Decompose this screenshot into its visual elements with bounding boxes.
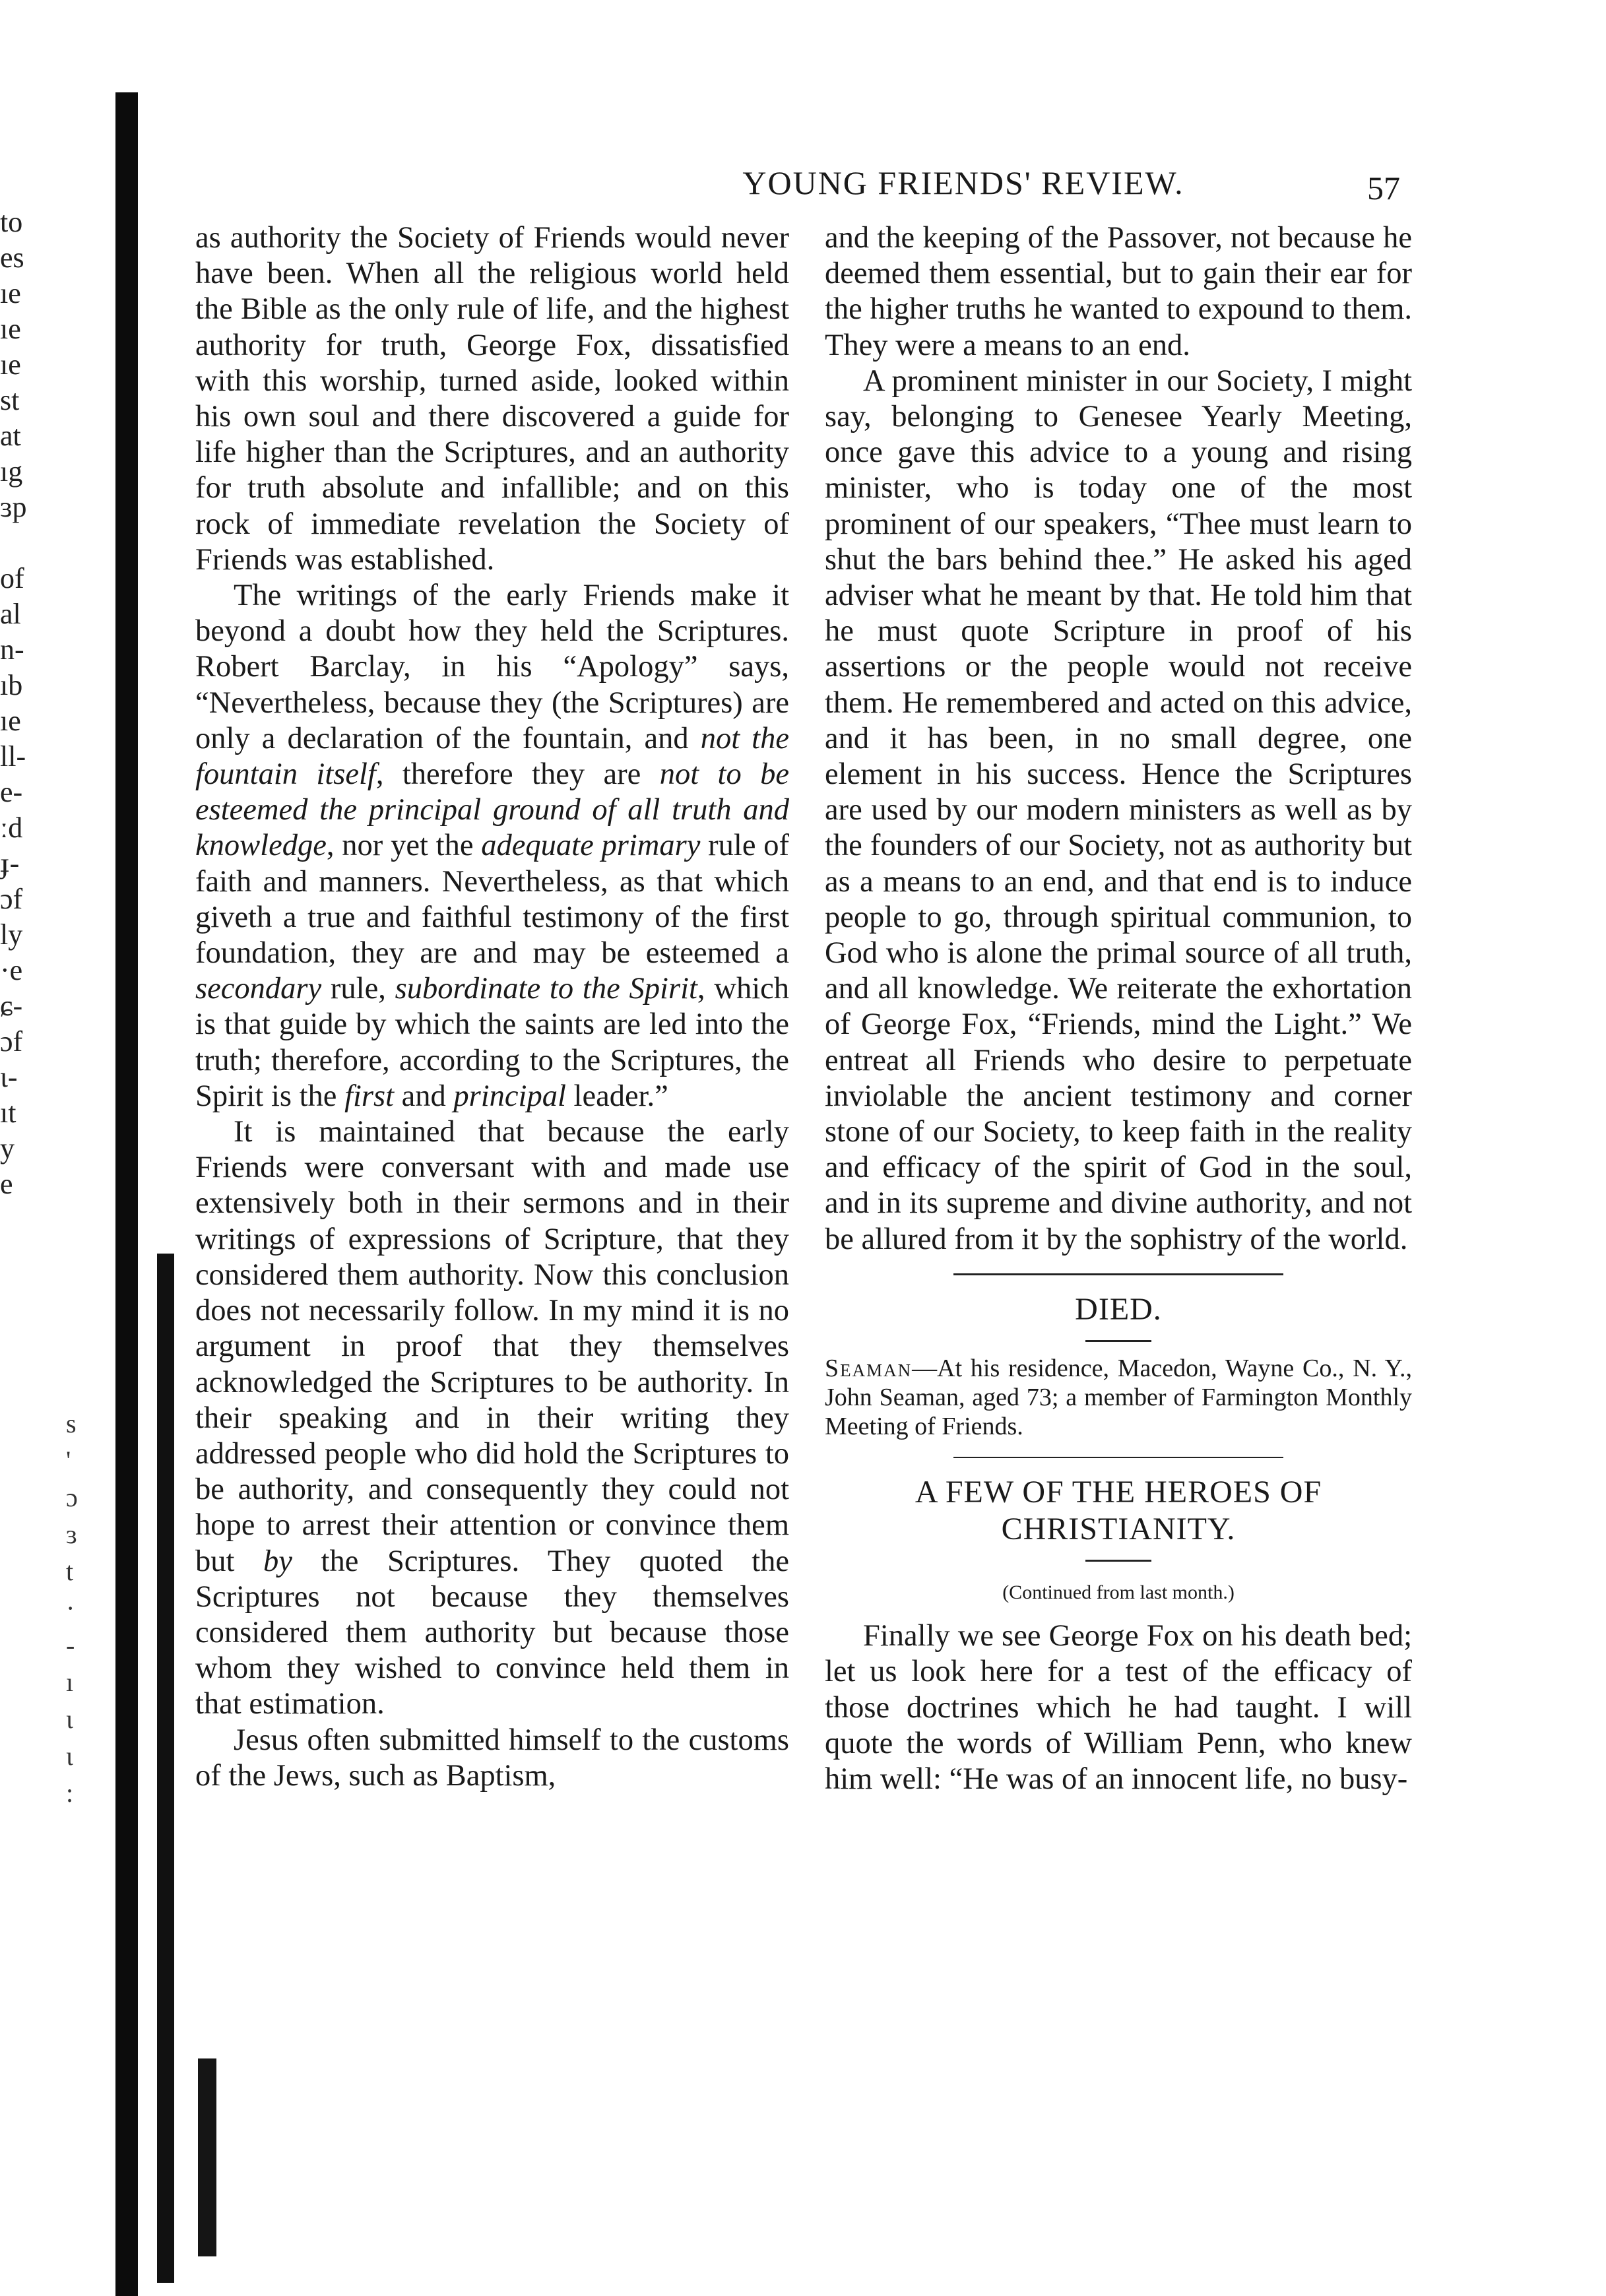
bleed-fragment: ɕ-: [0, 990, 23, 1022]
short-rule: [1085, 1340, 1151, 1342]
bleed-fragment: ': [66, 1446, 71, 1475]
bleed-fragment: ıg: [0, 455, 23, 488]
bleed-fragment: ıe: [0, 313, 21, 345]
bleed-fragment: ι: [66, 1704, 73, 1734]
bleed-fragment: ɔf: [0, 1025, 23, 1058]
bleed-fragment: n-: [0, 633, 24, 666]
bleed-fragment: ·e: [0, 954, 23, 986]
died-heading: DIED.: [1075, 1291, 1162, 1327]
bleed-fragment: st: [0, 384, 20, 416]
paragraph-barclay: The writings of the early Friends make it beyond a doubt how they held the Scriptures. Robert Barclay, in his “Apology” says, “Nevertheless, because they (the Scriptures) are only a declaration of the fountain, and not the fountain itself, therefore they are not to be esteemed the principal ground of all truth and knowledge, nor yet the adequate primary rule of faith and manners. Nevertheless, as that which giveth a true and faithful testimony of the first foundation, they are and may be esteemed a secondary rule, subordinate to the Spirit, which is that guide by which the saints are led into the truth; therefore, according to the Scriptures, the Spirit is the first and principal leader.”: [195, 579, 790, 1113]
bleed-fragment: s: [66, 1409, 77, 1438]
bleed-fragment: :: [66, 1778, 74, 1808]
bleed-fragment: e: [0, 1168, 13, 1200]
bleed-fragment: ι: [66, 1741, 73, 1771]
bleed-fragment: ɔ: [66, 1483, 78, 1512]
bleed-fragment: of: [0, 562, 24, 594]
running-header: YOUNG FRIENDS' REVIEW.: [742, 164, 1184, 201]
bleed-fragment: ıb: [0, 669, 23, 701]
facing-page-bleed: [0, 205, 86, 1202]
bleed-fragment: at: [0, 420, 21, 452]
paragraph: Jesus often submitted himself to the customs of the Jews, such as Baptism,: [195, 1723, 789, 1793]
paragraph: It is maintained that because the early Friends were conversant with and made use extensively both in their sermons and in their writings of expressions of Scripture, that they considered them authority. Now this conclusion does not necessarily follow. In my mind it is no argument in proof that they themselves acknowledged the Scriptures to be authority. In their speaking and in their writing they addressed people who did hold the Scriptures to be authority, and consequently they could not hope to arrest their attention or convince them but by the Scriptures. They quoted the Scriptures not because they themselves considered them authority but because those whom they wished to convince held them in that estimation.: [195, 1115, 790, 1721]
bleed-fragment: t: [66, 1556, 74, 1586]
bleed-fragment: ɟ-: [0, 847, 20, 879]
binding-shadow: [115, 92, 138, 2296]
bleed-fragment: to: [0, 206, 23, 238]
paragraph: Finally we see George Fox on his death bed; let us look here for a test of the efficacy of those doctrines which he had taught. I will quote the words of William Penn, who knew him well: “He was of an innocent life, no busy-: [825, 1619, 1412, 1796]
section-divider: [953, 1273, 1283, 1275]
paragraph: and the keeping of the Passover, not because he deemed them essential, but to gain their ear for the higher truths he wanted to expound to them. They were a means to an end.: [825, 221, 1412, 362]
bleed-fragment: ly: [0, 918, 23, 951]
page-number: 57: [1367, 170, 1400, 207]
obituary-notice: Seaman—At his residence, Macedon, Wayne Co., N. Y., John Seaman, aged 73; a member of Farmington Monthly Meeting of Friends.: [825, 1354, 1412, 1440]
section-divider: [953, 1457, 1283, 1458]
bleed-fragment: ıe: [0, 705, 21, 737]
paragraph: A prominent minister in our Society, I might say, belonging to Genesee Yearly Meeting, once gave this advice to a young and rising minister, who is today one of the most prominent of our speakers, “Thee must learn to shut the bars behind thee.” He asked his aged adviser what he meant by that. He told him that he must quote Scripture in proof of his assertions or the people would not receive them. He remembered and acted on this advice, and it has been, in no small degree, one element in his success. Hence the Scriptures are used by our modern ministers as well as by the founders of our Society, not as authority but as a means to an end, and that end is to induce people to go, through spiritual communion, to God who is alone the primal source of all truth, and all knowledge. We reiterate the exhortation of George Fox, “Friends, mind the Light.” We entreat all Friends who desire to perpetuate inviolable the ancient testimony and corner stone of our Society, to keep faith in the reality and efficacy of the spirit of God in the soul, and in its supreme and divine authority, and not be allured from it by the sophistry of the world.: [825, 364, 1412, 1256]
facing-page-bleed-lower: [66, 1405, 106, 1812]
bleed-fragment: ıt: [0, 1097, 16, 1129]
bleed-fragment: y: [0, 1132, 15, 1164]
bleed-fragment: ɜ: [66, 1519, 77, 1549]
bleed-fragment: ɔf: [0, 883, 23, 915]
bleed-fragment: es: [0, 241, 24, 274]
bleed-fragment: e-: [0, 776, 23, 808]
right-column: [825, 220, 1412, 1797]
bleed-fragment: -: [66, 1630, 75, 1660]
left-column: [195, 220, 789, 1794]
bleed-fragment: ɩ-: [0, 1061, 18, 1093]
bleed-fragment: ıe: [0, 348, 21, 381]
short-rule: [1085, 1560, 1151, 1562]
bleed-fragment: ·: [66, 1593, 75, 1623]
paragraph: as authority the Society of Friends would never have been. When all the religious world held the Bible as the only rule of life, and the highest authority for truth, George Fox, dissatisfied with this worship, turned aside, looked within his own soul and there discovered a guide for life higher than the Scriptures, and an authority for truth absolute and infallible; and on this rock of immediate revelation the Society of Friends was established.: [195, 221, 789, 577]
article-title: A FEW OF THE HEROES OF CHRISTIANITY.: [915, 1474, 1322, 1547]
continued-note: (Continued from last month.): [1002, 1581, 1235, 1603]
bleed-fragment: ıe: [0, 277, 21, 309]
bleed-fragment: ːd: [0, 812, 23, 844]
bleed-fragment: [0, 525, 86, 561]
bleed-fragment: ɜp: [0, 491, 27, 523]
binding-shadow-bottom: [198, 2058, 216, 2256]
bleed-fragment: ı: [66, 1667, 74, 1697]
bleed-fragment: al: [0, 598, 21, 630]
bleed-fragment: ll-: [0, 740, 26, 773]
binding-shadow-inner: [157, 1254, 174, 2283]
